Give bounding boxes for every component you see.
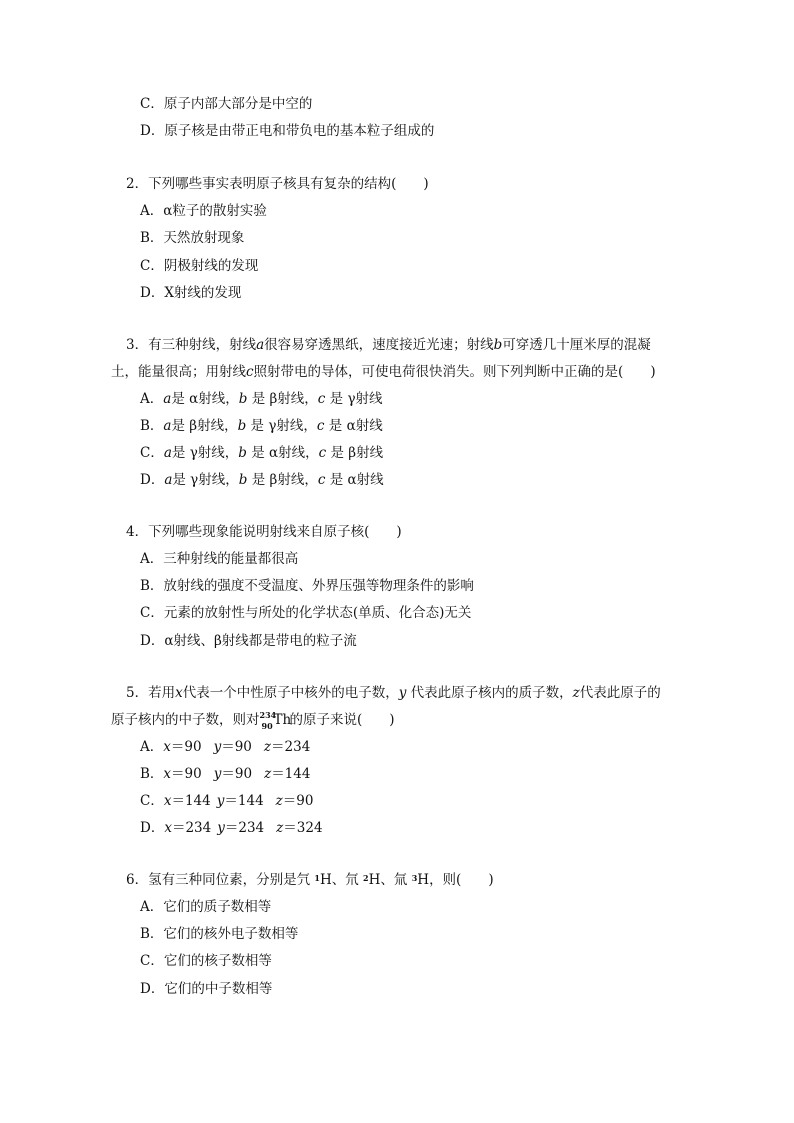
q4-stem: 4．下列哪些现象能说明射线来自原子核( ) <box>126 524 402 540</box>
q2-option-c: C．阴极射线的发现 <box>140 258 259 274</box>
q3-stem-line1: 3．有三种射线，射线a很容易穿透黑纸，速度接近光速；射线b可穿透几十厘米厚的混凝 <box>126 337 651 353</box>
tritium-mass-number: 3 <box>411 873 418 883</box>
q6-option-d: D．它们的中子数相等 <box>140 981 273 997</box>
q3-option-c: C．a是 γ射线，b 是 α射线，c 是 β射线 <box>140 445 384 461</box>
isotope-atomic-number: 90 <box>261 721 273 731</box>
q4-option-b: B．放射线的强度不受温度、外界压强等物理条件的影响 <box>140 578 474 594</box>
q6-stem: 6．氢有三种同位素，分别是氕 $^1$H、氘 $^2$H、氚 $^3$H，则( ) <box>126 872 494 888</box>
q4-option-c: C．元素的放射性与所处的化学状态(单质、化合态)无关 <box>140 605 472 621</box>
thorium-isotope <box>260 711 290 729</box>
q1-option-c: C．原子内部大部分是中空的 <box>140 96 313 112</box>
q3-option-b: B．a是 β射线，b 是 γ射线，c 是 α射线 <box>140 418 383 434</box>
q5-option-c: C．x＝144 y＝144 z＝90 <box>140 793 314 809</box>
q1-option-d: D．原子核是由带正电和带负电的基本粒子组成的 <box>140 123 435 139</box>
q5-stem-line1: 5．若用x代表一个中性原子中核外的电子数，y 代表此原子核内的质子数，z代表此原子的 <box>126 685 661 701</box>
q5-option-a: A．x＝90 y＝90 z＝234 <box>140 739 311 755</box>
isotope-mass-number: 234 <box>259 710 277 720</box>
q6-option-a: A．它们的质子数相等 <box>140 899 272 915</box>
isotope-symbol: Th <box>273 712 292 728</box>
q5-option-b: B．x＝90 y＝90 z＝144 <box>140 766 311 782</box>
q5-stem-line2: 原子核内的中子数，则对 234 90 Th的原子来说( ) <box>111 711 395 729</box>
q6-option-b: B．它们的核外电子数相等 <box>140 926 299 942</box>
q2-option-b: B．天然放射现象 <box>140 230 245 246</box>
q2-option-a: A．α粒子的散射实验 <box>140 203 267 219</box>
protium-mass-number: 1 <box>314 873 320 883</box>
q4-option-d: D．α射线、β射线都是带电的粒子流 <box>140 633 357 649</box>
q3-stem-line2: 土，能量很高；用射线c照射带电的导体，可使电荷很快消失。则下列判断中正确的是( ) <box>111 364 656 380</box>
q2-stem: 2．下列哪些事实表明原子核具有复杂的结构( ) <box>126 176 429 192</box>
q3-option-d: D．a是 γ射线，b 是 β射线，c 是 α射线 <box>140 472 384 488</box>
q4-option-a: A．三种射线的能量都很高 <box>140 551 299 567</box>
q3-option-a: A．a是 α射线，b 是 β射线，c 是 γ射线 <box>140 391 383 407</box>
deuterium-mass-number: 2 <box>363 873 369 883</box>
q6-option-c: C．它们的核子数相等 <box>140 953 272 969</box>
q2-option-d: D．X射线的发现 <box>140 285 242 301</box>
q5-option-d: D．x＝234 y＝234 z＝324 <box>140 820 323 836</box>
